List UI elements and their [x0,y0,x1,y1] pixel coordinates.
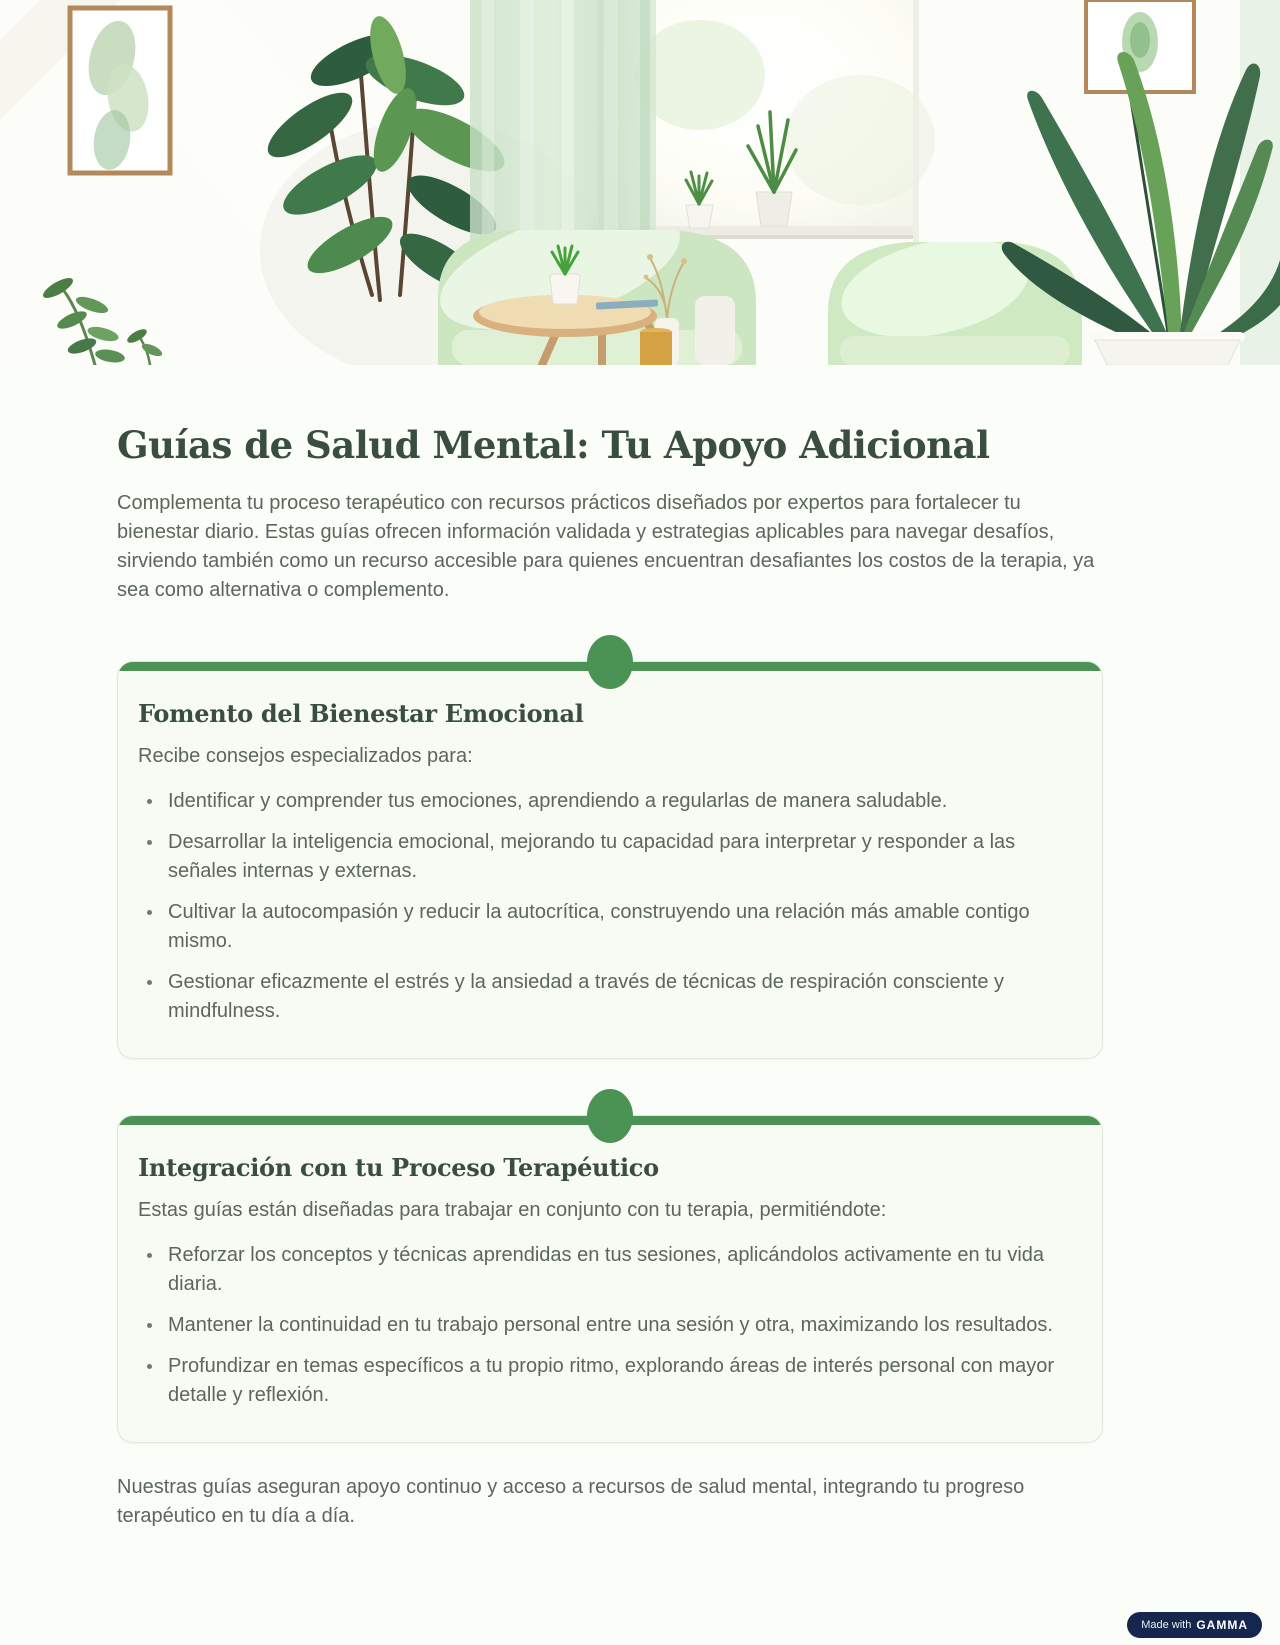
card-integracion-proceso [117,1115,1103,1443]
main-content [117,423,1103,1531]
page-title: Guías de Salud Mental: Tu Apoyo Adicional [117,423,990,467]
card-heading: Fomento del Bienestar Emocional [138,699,584,728]
bullet-item: Desarrollar la inteligencia emocional, mejorando tu capacidad para interpretar y responder a las señales internas y externas. [138,828,1082,886]
hero-image [0,0,1280,365]
intro-paragraph: Complementa tu proceso terapéutico con recursos prácticos diseñados por expertos para fortalecer tu bienestar diario. Estas guías ofrecen información validada y estrategias aplicables para navegar desafíos, sirviendo también como un recurso accesible para quienes encuentran desafiantes los costos de la terapia, ya sea como alternativa o complemento. [117,492,1095,601]
bullet-list [138,1241,1082,1410]
gamma-logo: GAMMA [1196,1618,1248,1632]
made-with-gamma-badge[interactable] [1127,1612,1262,1638]
timeline-dot [587,1089,633,1143]
card-lead: Recibe consejos especializados para: [138,745,473,767]
wall-art-left [70,8,170,173]
card-body [118,1125,1102,1442]
section-fomento-bienestar [117,661,1103,1059]
card-lead: Estas guías están diseñadas para trabajar en conjunto con tu terapia, permitiéndote: [138,1199,887,1221]
section-integracion-proceso [117,1115,1103,1443]
bullet-item: Reforzar los conceptos y técnicas aprendidas en tus sesiones, aplicándolos activamente en tu vida diaria. [138,1241,1082,1299]
bullet-list [138,787,1082,1026]
bullet-item: Identificar y comprender tus emociones, aprendiendo a regularlas de manera saludable. [138,787,1082,816]
bullet-item: Gestionar eficazmente el estrés y la ansiedad a través de técnicas de respiración consciente y mindfulness. [138,968,1082,1026]
card-heading: Integración con tu Proceso Terapéutico [138,1153,659,1182]
bullet-item: Mantener la continuidad en tu trabajo personal entre una sesión y otra, maximizando los resultados. [138,1311,1082,1340]
card-fomento-bienestar [117,661,1103,1059]
bullet-item: Profundizar en temas específicos a tu propio ritmo, explorando áreas de interés personal con mayor detalle y reflexión. [138,1352,1082,1410]
card-body [118,671,1102,1058]
closing-paragraph: Nuestras guías aseguran apoyo continuo y acceso a recursos de salud mental, integrando tu progreso terapéutico en tu día a día. [117,1476,1025,1527]
made-with-label: Made with [1141,1619,1192,1631]
table-plant [550,246,580,304]
bullet-item: Cultivar la autocompasión y reducir la autocrítica, construyendo una relación más amable contigo mismo. [138,898,1082,956]
timeline-dot [587,635,633,689]
